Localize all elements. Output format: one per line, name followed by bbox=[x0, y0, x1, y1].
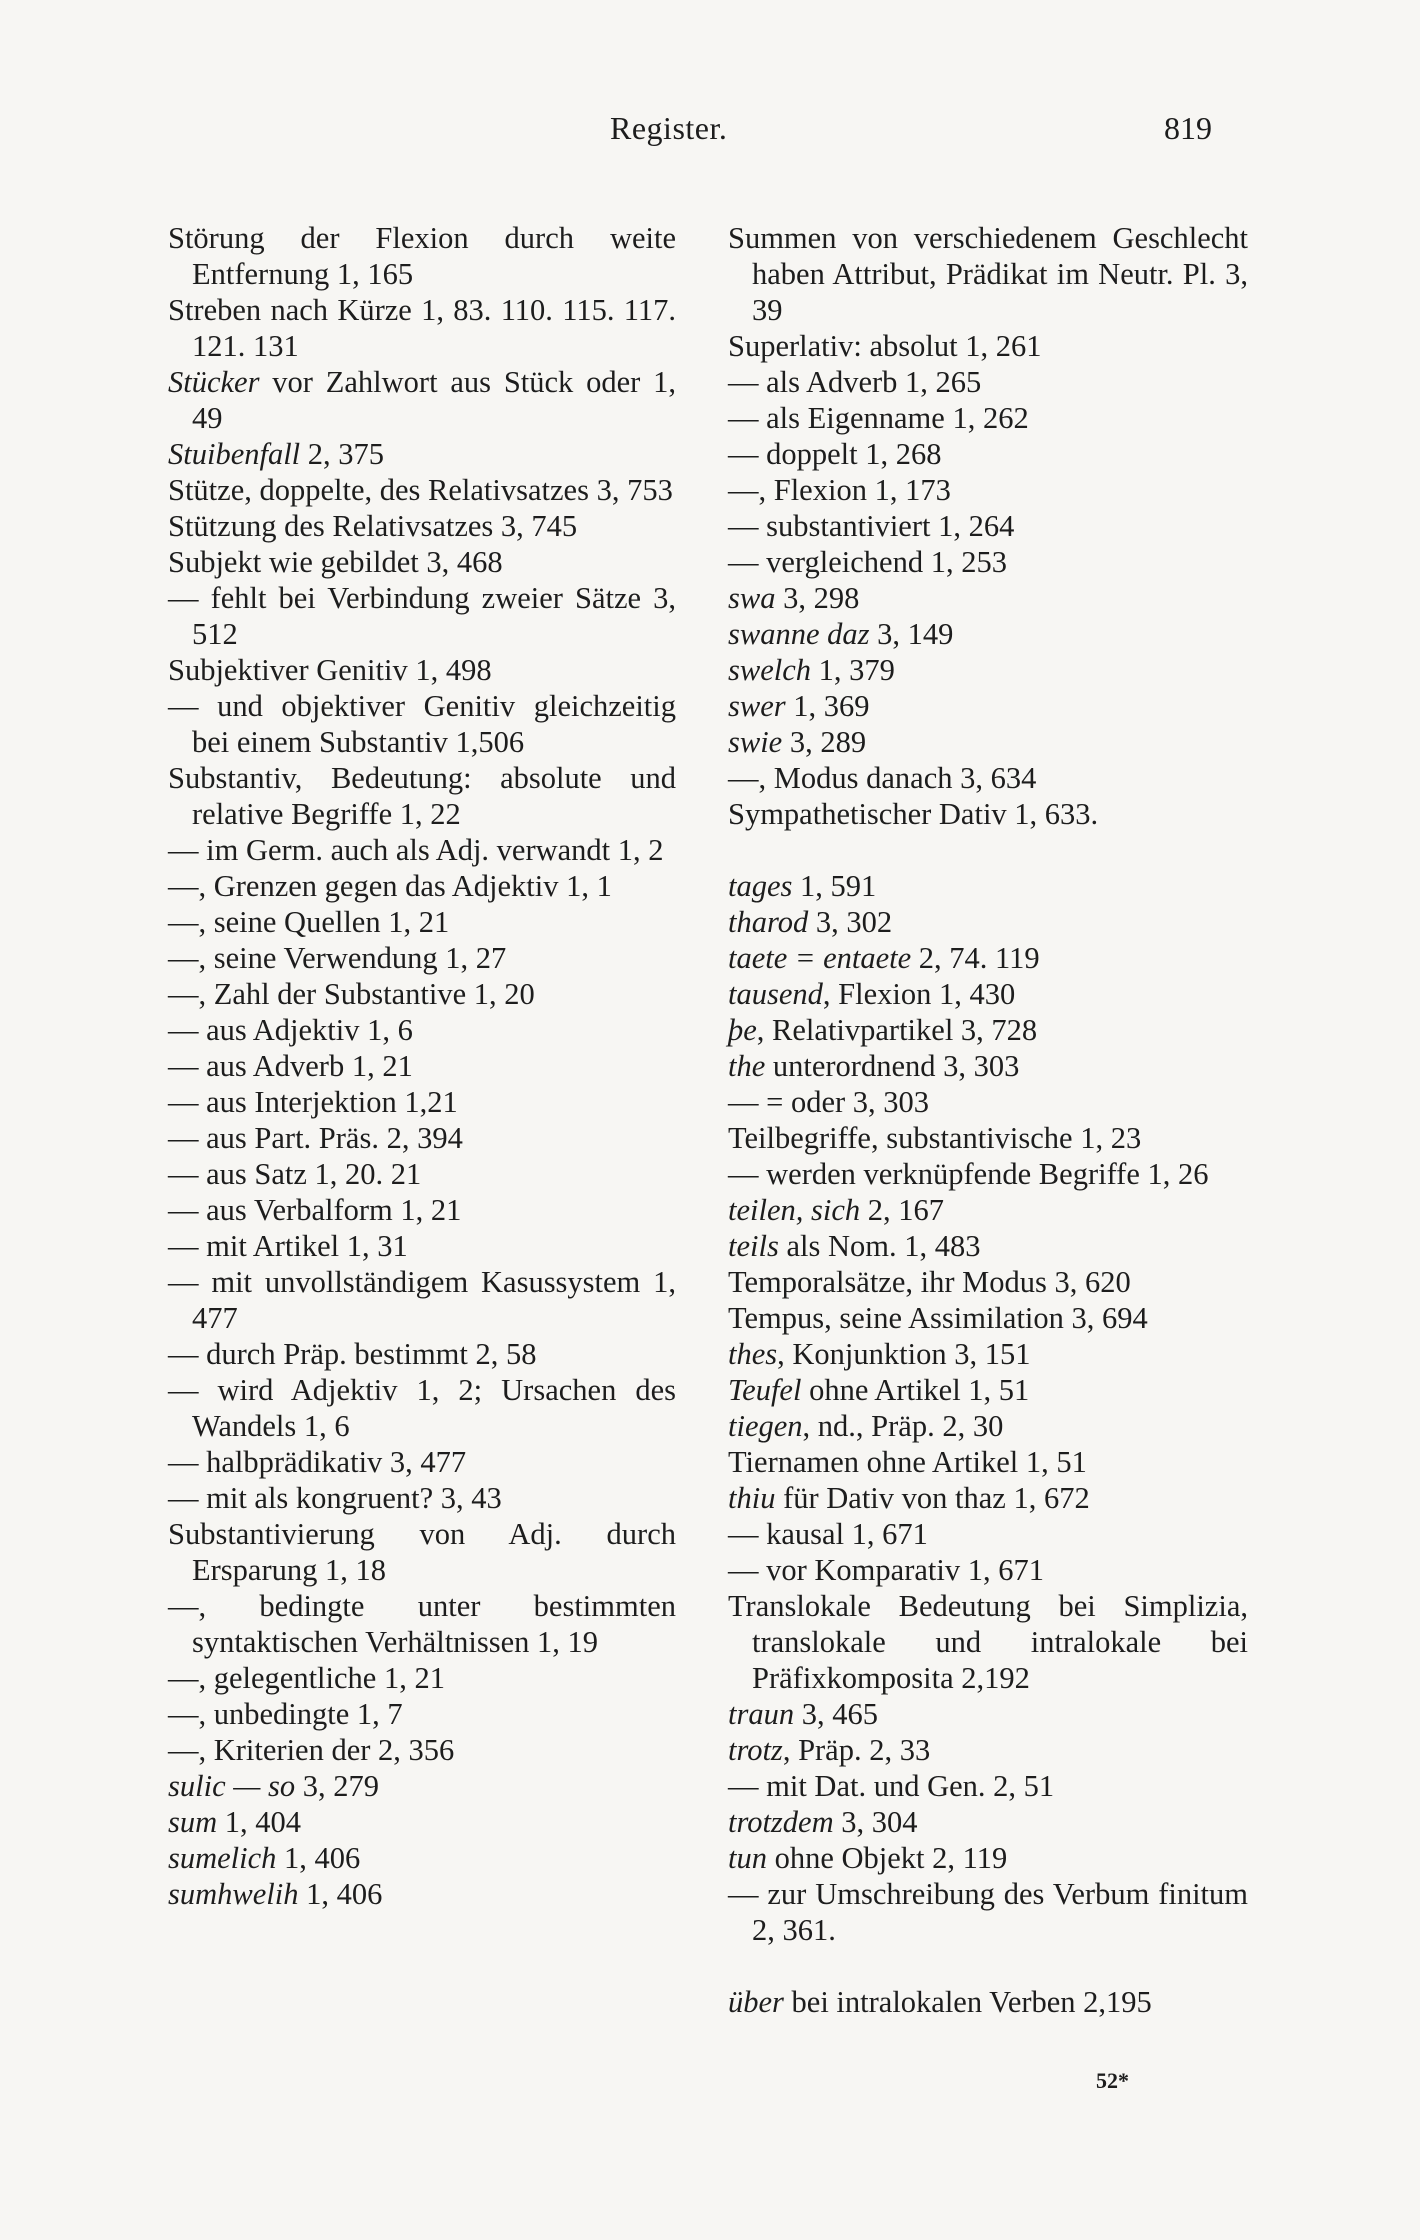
index-term: tharod bbox=[728, 905, 809, 939]
index-column-left bbox=[168, 220, 676, 1912]
index-entry bbox=[728, 1588, 1248, 1696]
index-entry bbox=[728, 724, 1248, 760]
index-entry bbox=[728, 796, 1248, 832]
index-text: — durch Präp. bestimmt 2, 58 bbox=[168, 1337, 537, 1371]
index-text: — vergleichend 1, 253 bbox=[728, 545, 1007, 579]
index-column-right bbox=[728, 220, 1248, 2020]
index-term: sumelich bbox=[168, 1841, 277, 1875]
index-entry bbox=[728, 1084, 1248, 1120]
index-text: 3, 298 bbox=[775, 581, 860, 615]
index-entry bbox=[728, 904, 1248, 940]
index-entry bbox=[168, 1228, 676, 1264]
index-text: —, seine Verwendung 1, 27 bbox=[168, 941, 507, 975]
index-text: 3, 279 bbox=[295, 1769, 379, 1803]
index-text: 1, 591 bbox=[792, 869, 877, 903]
index-text: — doppelt 1, 268 bbox=[728, 437, 942, 471]
index-entry bbox=[168, 364, 676, 436]
index-text: — als Adverb 1, 265 bbox=[728, 365, 982, 399]
index-text: —, Flexion 1, 173 bbox=[728, 473, 951, 507]
index-term: Stuibenfall bbox=[168, 437, 301, 471]
index-entry bbox=[168, 1264, 676, 1336]
index-entry bbox=[168, 544, 676, 580]
index-entry bbox=[168, 1876, 676, 1912]
index-entry bbox=[728, 868, 1248, 904]
index-term: tages bbox=[728, 869, 793, 903]
index-text: — als Eigenname 1, 262 bbox=[728, 401, 1029, 435]
index-text: —, unbedingte 1, 7 bbox=[168, 1697, 403, 1731]
index-term: the bbox=[728, 1049, 766, 1083]
index-term: trotzdem bbox=[728, 1805, 834, 1839]
index-entry bbox=[168, 1084, 676, 1120]
index-entry bbox=[168, 1048, 676, 1084]
index-text: 2, 74. 119 bbox=[911, 941, 1040, 975]
page-header bbox=[0, 110, 1420, 160]
index-text: — halbprädikativ 3, 477 bbox=[168, 1445, 467, 1479]
index-entry bbox=[168, 652, 676, 688]
index-term: taete = entaete bbox=[728, 941, 912, 975]
index-text: 2, 375 bbox=[300, 437, 385, 471]
index-text: — kausal 1, 671 bbox=[728, 1517, 928, 1551]
index-text: —, Modus danach 3, 634 bbox=[728, 761, 1037, 795]
index-text: — mit Artikel 1, 31 bbox=[168, 1229, 408, 1263]
index-text: Temporalsätze, ihr Modus 3, 620 bbox=[728, 1265, 1131, 1299]
index-text: — werden verknüpfende Begriffe 1, 26 bbox=[728, 1157, 1209, 1191]
index-text: —, seine Quellen 1, 21 bbox=[168, 905, 450, 939]
index-entry bbox=[728, 940, 1248, 976]
index-entry bbox=[728, 1696, 1248, 1732]
index-term: sulic — so bbox=[168, 1769, 296, 1803]
index-text: Summen von verschiedenem Geschlecht haben Attribut, Prädikat im Neutr. Pl. 3, 39 bbox=[728, 221, 1248, 327]
index-entry bbox=[728, 976, 1248, 1012]
index-text: Störung der Flexion durch weite Entfernung 1, 165 bbox=[168, 221, 676, 291]
index-entry bbox=[168, 580, 676, 652]
section-gap bbox=[728, 1948, 1248, 1984]
index-text: 3, 304 bbox=[833, 1805, 918, 1839]
index-entry bbox=[168, 1840, 676, 1876]
section-gap bbox=[728, 832, 1248, 868]
index-term: über bbox=[728, 1985, 784, 2019]
index-entry bbox=[728, 1408, 1248, 1444]
index-entry bbox=[728, 1768, 1248, 1804]
index-entry bbox=[168, 1120, 676, 1156]
index-entry bbox=[728, 1876, 1248, 1948]
index-text: Substantivierung von Adj. durch Ersparung 1, 18 bbox=[168, 1517, 676, 1587]
index-entry bbox=[728, 1120, 1248, 1156]
index-entry bbox=[168, 1516, 676, 1588]
index-text: unterordnend 3, 303 bbox=[765, 1049, 1020, 1083]
index-entry bbox=[168, 940, 676, 976]
index-text: 1, 406 bbox=[276, 1841, 361, 1875]
index-text: , nd., Präp. 2, 30 bbox=[802, 1409, 1004, 1443]
index-term: teilen, sich bbox=[728, 1193, 861, 1227]
index-term: Teufel bbox=[728, 1373, 802, 1407]
index-entry bbox=[168, 1444, 676, 1480]
index-text: —, Zahl der Substantive 1, 20 bbox=[168, 977, 535, 1011]
index-text: —, Kriterien der 2, 356 bbox=[168, 1733, 455, 1767]
index-text: — mit Dat. und Gen. 2, 51 bbox=[728, 1769, 1055, 1803]
index-text: —, Grenzen gegen das Adjektiv 1, 1 bbox=[168, 869, 612, 903]
index-text: , Präp. 2, 33 bbox=[782, 1733, 931, 1767]
index-text: ohne Artikel 1, 51 bbox=[801, 1373, 1030, 1407]
index-entry bbox=[168, 1660, 676, 1696]
index-text: 3, 302 bbox=[808, 905, 893, 939]
index-text: — aus Part. Präs. 2, 394 bbox=[168, 1121, 463, 1155]
index-entry bbox=[168, 1804, 676, 1840]
index-term: thes bbox=[728, 1337, 778, 1371]
index-entry bbox=[728, 220, 1248, 328]
index-text: 1, 379 bbox=[811, 653, 895, 687]
index-entry bbox=[728, 1336, 1248, 1372]
index-entry bbox=[728, 1228, 1248, 1264]
index-entry bbox=[168, 220, 676, 292]
index-term: sumhwelih bbox=[168, 1877, 299, 1911]
index-text: als Nom. 1, 483 bbox=[778, 1229, 981, 1263]
index-entry bbox=[728, 1804, 1248, 1840]
index-entry bbox=[728, 580, 1248, 616]
index-text: — im Germ. auch als Adj. verwandt 1, 2 bbox=[168, 833, 664, 867]
index-entry bbox=[168, 688, 676, 760]
index-entry bbox=[168, 976, 676, 1012]
index-text: — aus Adverb 1, 21 bbox=[168, 1049, 413, 1083]
index-term: traun bbox=[728, 1697, 795, 1731]
index-text: — aus Adjektiv 1, 6 bbox=[168, 1013, 413, 1047]
index-entry bbox=[168, 760, 676, 832]
index-text: 1, 404 bbox=[217, 1805, 302, 1839]
index-text: 1, 406 bbox=[298, 1877, 383, 1911]
index-term: swie bbox=[728, 725, 783, 759]
index-entry bbox=[728, 508, 1248, 544]
index-text: , Flexion 1, 430 bbox=[822, 977, 1016, 1011]
index-text: — aus Satz 1, 20. 21 bbox=[168, 1157, 422, 1191]
index-entry bbox=[168, 1588, 676, 1660]
index-text: 3, 465 bbox=[794, 1697, 878, 1731]
index-text: bei intralokalen Verben 2,195 bbox=[783, 1985, 1152, 2019]
index-text: — zur Umschreibung des Verbum finitum 2, 361. bbox=[728, 1877, 1248, 1947]
index-entry bbox=[728, 1012, 1248, 1048]
page-title: Register. bbox=[610, 110, 728, 146]
index-entry bbox=[168, 868, 676, 904]
index-text: Sympathetischer Dativ 1, 633. bbox=[728, 797, 1099, 831]
index-text: Streben nach Kürze 1, 83. 110. 115. 117. 121. 131 bbox=[168, 293, 676, 363]
index-entry bbox=[728, 1300, 1248, 1336]
index-text: Tempus, seine Assimilation 3, 694 bbox=[728, 1301, 1148, 1335]
index-term: Stücker bbox=[168, 365, 260, 399]
index-term: tun bbox=[728, 1841, 767, 1875]
index-text: — und objektiver Genitiv gleichzeitig bei einem Substantiv 1,506 bbox=[168, 689, 676, 759]
index-term: tausend bbox=[728, 977, 823, 1011]
index-entry bbox=[728, 616, 1248, 652]
index-entry bbox=[728, 688, 1248, 724]
index-text: —, gelegentliche 1, 21 bbox=[168, 1661, 445, 1695]
index-entry bbox=[728, 364, 1248, 400]
index-term: swa bbox=[728, 581, 776, 615]
index-entry bbox=[168, 904, 676, 940]
index-entry bbox=[728, 1516, 1248, 1552]
page-number: 819 bbox=[1164, 110, 1212, 146]
index-entry bbox=[168, 508, 676, 544]
index-entry bbox=[168, 472, 676, 508]
index-entry bbox=[168, 1372, 676, 1444]
index-entry bbox=[168, 1768, 676, 1804]
index-entry bbox=[168, 1012, 676, 1048]
index-text: — substantiviert 1, 264 bbox=[728, 509, 1015, 543]
index-entry bbox=[728, 544, 1248, 580]
index-entry bbox=[168, 1192, 676, 1228]
index-entry bbox=[728, 1444, 1248, 1480]
index-entry bbox=[728, 1048, 1248, 1084]
index-term: þe bbox=[728, 1013, 757, 1047]
index-entry bbox=[168, 1336, 676, 1372]
printer-signature: 52* bbox=[1096, 2068, 1129, 2093]
index-entry bbox=[168, 1156, 676, 1192]
index-text: Stützung des Relativsatzes 3, 745 bbox=[168, 509, 578, 543]
index-term: teils bbox=[728, 1229, 779, 1263]
index-text: 3, 149 bbox=[869, 617, 954, 651]
index-text: — = oder 3, 303 bbox=[728, 1085, 930, 1119]
index-entry bbox=[728, 760, 1248, 796]
index-entry bbox=[168, 1732, 676, 1768]
index-term: sum bbox=[168, 1805, 218, 1839]
index-text: Tiernamen ohne Artikel 1, 51 bbox=[728, 1445, 1087, 1479]
index-entry bbox=[728, 328, 1248, 364]
index-text: 3, 289 bbox=[782, 725, 867, 759]
index-text: Subjektiver Genitiv 1, 498 bbox=[168, 653, 492, 687]
index-entry bbox=[168, 832, 676, 868]
index-text: ohne Objekt 2, 119 bbox=[766, 1841, 1008, 1875]
index-text: — aus Verbalform 1, 21 bbox=[168, 1193, 462, 1227]
index-entry bbox=[728, 1192, 1248, 1228]
index-entry bbox=[728, 1372, 1248, 1408]
index-text: 2, 167 bbox=[860, 1193, 945, 1227]
index-text: Subjekt wie gebildet 3, 468 bbox=[168, 545, 503, 579]
index-term: tiegen bbox=[728, 1409, 803, 1443]
index-entry bbox=[728, 1264, 1248, 1300]
index-text: , Konjunktion 3, 151 bbox=[777, 1337, 1031, 1371]
index-text: vor Zahlwort aus Stück oder 1, 49 bbox=[192, 365, 676, 435]
index-entry bbox=[168, 1696, 676, 1732]
index-entry bbox=[728, 1840, 1248, 1876]
index-text: — mit unvollständigem Kasussystem 1, 477 bbox=[168, 1265, 676, 1335]
index-entry bbox=[728, 1480, 1248, 1516]
index-entry bbox=[728, 1156, 1248, 1192]
index-text: Stütze, doppelte, des Relativsatzes 3, 753 bbox=[168, 473, 673, 507]
index-text: Superlativ: absolut 1, 261 bbox=[728, 329, 1042, 363]
index-entry bbox=[728, 436, 1248, 472]
index-entry bbox=[168, 1480, 676, 1516]
index-term: trotz bbox=[728, 1733, 783, 1767]
index-text: —, bedingte unter bestimmten syntaktischen Verhältnissen 1, 19 bbox=[168, 1589, 676, 1659]
index-term: swer bbox=[728, 689, 786, 723]
index-entry bbox=[728, 472, 1248, 508]
index-text: Teilbegriffe, substantivische 1, 23 bbox=[728, 1121, 1142, 1155]
index-entry bbox=[728, 1984, 1248, 2020]
index-entry bbox=[168, 436, 676, 472]
index-text: , Relativpartikel 3, 728 bbox=[756, 1013, 1038, 1047]
index-text: für Dativ von thaz 1, 672 bbox=[775, 1481, 1090, 1515]
index-term: swanne daz bbox=[728, 617, 870, 651]
index-text: — aus Interjektion 1,21 bbox=[168, 1085, 458, 1119]
index-text: Translokale Bedeutung bei Simplizia, translokale und intralokale bei Präfixkomposita 2,192 bbox=[728, 1589, 1248, 1695]
index-entry bbox=[728, 1732, 1248, 1768]
index-text: — fehlt bei Verbindung zweier Sätze 3, 512 bbox=[168, 581, 676, 651]
index-entry bbox=[168, 292, 676, 364]
index-text: — vor Komparativ 1, 671 bbox=[728, 1553, 1044, 1587]
index-text: — wird Adjektiv 1, 2; Ursachen des Wandels 1, 6 bbox=[168, 1373, 676, 1443]
index-entry bbox=[728, 1552, 1248, 1588]
index-text: Substantiv, Bedeutung: absolute und relative Begriffe 1, 22 bbox=[168, 761, 676, 831]
index-text: 1, 369 bbox=[785, 689, 870, 723]
index-entry bbox=[728, 400, 1248, 436]
index-term: thiu bbox=[728, 1481, 776, 1515]
index-entry bbox=[728, 652, 1248, 688]
index-term: swelch bbox=[728, 653, 812, 687]
index-text: — mit als kongruent? 3, 43 bbox=[168, 1481, 502, 1515]
